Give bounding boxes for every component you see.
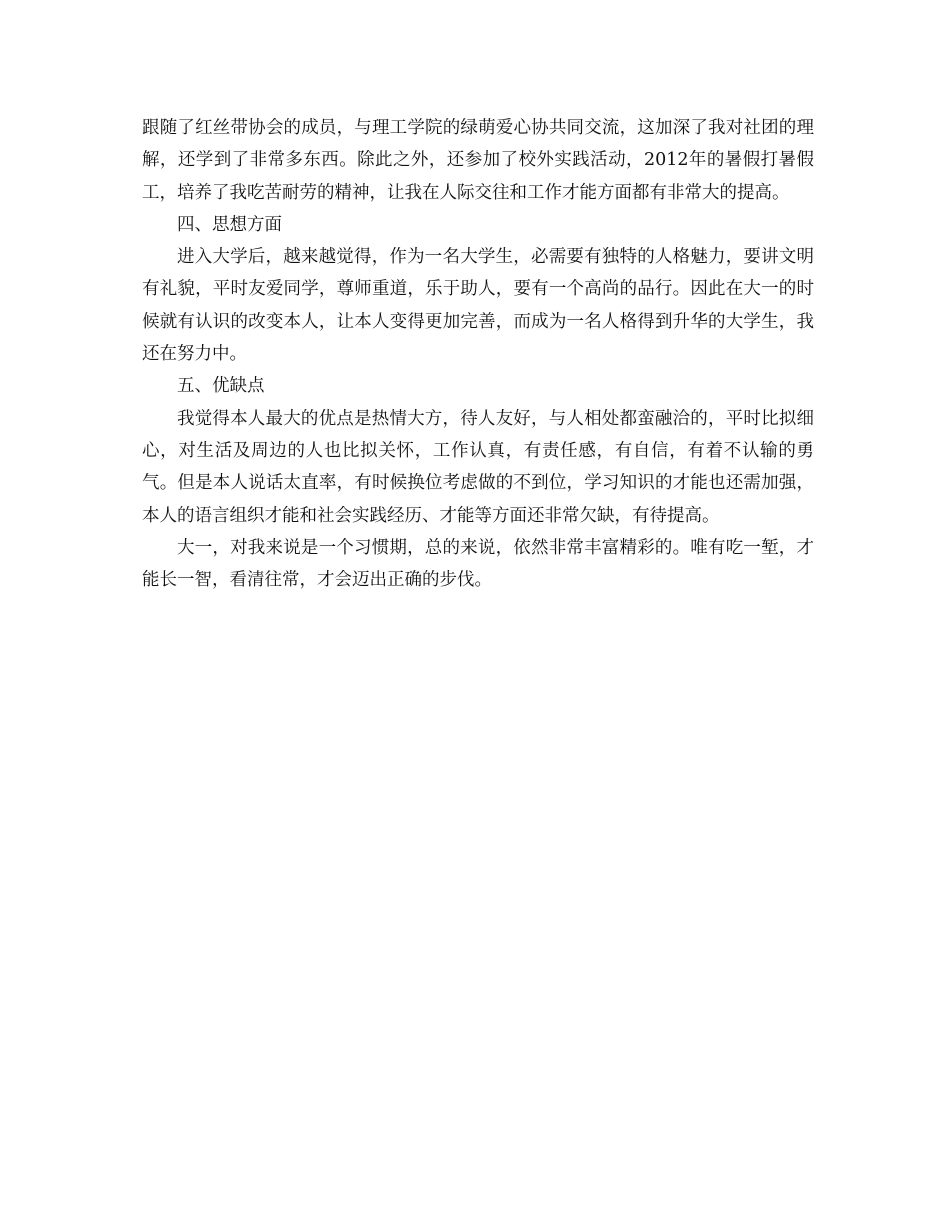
paragraph-thoughts: 进入大学后，越来越觉得，作为一名大学生，必需要有独特的人格魅力，要讲文明有礼貌，平时友爱同学，尊师重道，乐于助人，要有一个高尚的品行。因此在大一的时候就有认识的改变本人，让本人变得更加完善，而成为一名人格得到升华的大学生，我还在努力中。 — [142, 247, 814, 365]
paragraph-strengths-weaknesses: 我觉得本人最大的优点是热情大方，待人友好，与人相处都蛮融洽的，平时比拟细心，对生活及周边的人也比拟关怀，工作认真，有责任感，有自信，有着不认输的勇气。但是本人说话太直率，有时候换位考虑做的不到位，学习知识的才能也还需加强，本人的语言组织才能和社会实践经历、才能等方面还非常欠缺，有待提高。 — [142, 408, 814, 526]
paragraph-continuation: 跟随了红丝带协会的成员，与理工学院的绿萌爱心协共同交流，这加深了我对社团的理解，还学到了非常多东西。除此之外，还参加了校外实践活动，2012年的暑假打暑假工，培养了我吃苦耐劳的精神，让我在人际交往和工作才能方面都有非常大的提高。 — [142, 118, 814, 203]
section-heading-strengths-weaknesses: 五、优缺点 — [177, 376, 265, 397]
section-heading-thoughts: 四、思想方面 — [177, 214, 282, 235]
document-page — [142, 112, 814, 596]
paragraph-closing: 大一，对我来说是一个习惯期，总的来说，依然非常丰富精彩的。唯有吃一堑，才能长一智，看清往常，才会迈出正确的步伐。 — [142, 537, 814, 591]
